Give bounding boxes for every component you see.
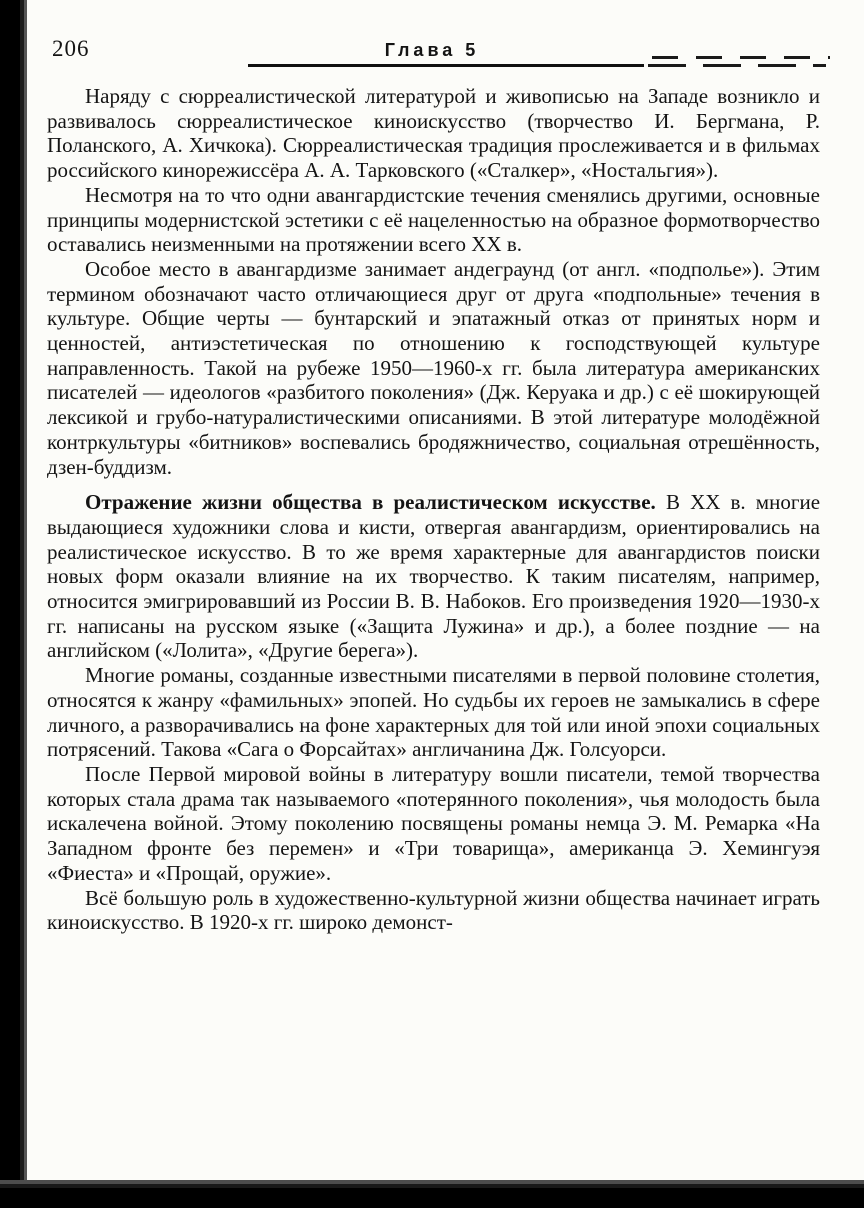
text-block bbox=[47, 84, 820, 935]
scan-artifact-dashes-top bbox=[652, 56, 830, 59]
page-header bbox=[0, 0, 864, 86]
chapter-title: Глава 5 bbox=[384, 40, 480, 60]
scan-edge-bottom bbox=[0, 1180, 864, 1208]
header-rule bbox=[248, 64, 644, 67]
section-heading: Отражение жизни общества в реалистическом искусстве. bbox=[85, 490, 656, 515]
scan-edge-left bbox=[0, 0, 27, 1208]
paragraph-family-epics: Многие романы, созданные известными писателями в первой половине столетия, относятся к жанру «фамильных» эпопей. Но судьбы их героев не замыкались в сфере личного, а разворачивались на фоне характерных для той или иной эпохи социальных потрясений. Такова «Сага о Форсайтах» англичанина Дж. Голсуорси. bbox=[47, 663, 820, 762]
paragraph-realism-section bbox=[47, 490, 820, 663]
page-number: 206 bbox=[52, 36, 90, 61]
paragraph-surrealism-cinema: Наряду с сюрреалистической литературой и живописью на Западе возникло и развивалось сюрреалистическое киноискусство (творчество И. Бергмана, Р. Поланского, А. Хичкока). Сюрреалистическая традиция прослеживается и в фильмах российского кинорежиссёра А. А. Тарковского («Сталкер», «Ностальгия»). bbox=[47, 84, 820, 183]
section-body-text: В XX в. многие выдающиеся художники слова и кисти, отвергая авангардизм, ориентировались на реалистическое искусство. В то же время характерные для авангардистов поиски новых форм оказали влияние на их творчество. К таким писателям, например, относится эмигрировавший из России В. В. Набоков. Его произведения 1920—1930-х гг. написаны на русском языке («Защита Лужина» и др.), а более поздние — на английском («Лолита», «Другие берега»). bbox=[47, 490, 821, 663]
scan-artifact-dashes-bottom bbox=[648, 64, 826, 67]
paragraph-cinema-role: Всё большую роль в художественно-культурной жизни общества начинает играть киноискусство. В 1920-х гг. широко демонст- bbox=[47, 885, 820, 935]
paragraph-underground: Особое место в авангардизме занимает андеграунд (от англ. «подполье»). Этим термином обозначают часто отличающиеся друг от друга «подпольные» течения в культуре. Общие черты — бунтарский и эпатажный отказ от принятых норм и ценностей, антиэстетическая по отношению к господствующей культуре направленность. Такой на рубеже 1950—1960-х гг. была литература американских писателей — идеологов «разбитого поколения» (Дж. Керуака и др.) с её шокирующей лексикой и грубо-натуралистическими описаниями. В этой литературе молодёжной контркультуры «битников» воспевались бродяжничество, социальная отрешённость, дзен-буддизм. bbox=[47, 256, 820, 479]
paragraph-lost-generation: После Первой мировой войны в литературу вошли писатели, темой творчества которых стала драма так называемого «потерянного поколения», чья молодость была искалечена войной. Этому поколению посвящены романы немца Э. М. Ремарка «На Западном фронте без перемен» и «Три товарища», американца Э. Хемингуэя «Фиеста» и «Прощай, оружие». bbox=[47, 761, 820, 885]
paragraph-modernist-aesthetics: Несмотря на то что одни авангардистские течения сменялись другими, основные принципы модернистской эстетики с её нацеленностью на образное формотворчество оставались неизменными на протяжении всего XX в. bbox=[47, 182, 820, 257]
